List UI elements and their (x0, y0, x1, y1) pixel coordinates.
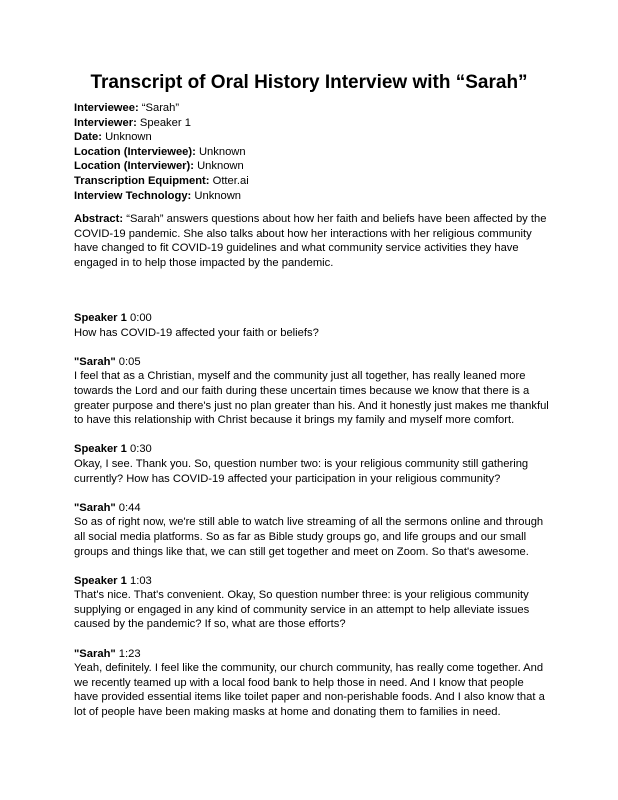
speaker-name: Speaker 1 (74, 312, 127, 324)
meta-label: Transcription Equipment: (74, 174, 210, 187)
transcript-body (74, 311, 552, 720)
transcript-line: caused by the pandemic? If so, what are those efforts? (74, 618, 346, 631)
meta-date (74, 130, 249, 145)
transcript-line: to have this relationship with Christ because it brings my family and myself more comfort. (74, 414, 515, 427)
transcript-line: have provided essential items like toilet paper and non-perishable foods. And I also know that a (74, 691, 545, 704)
meta-transcription-equipment (74, 174, 249, 189)
speaker-line (74, 311, 552, 326)
transcript-entry (74, 311, 552, 340)
meta-label: Location (Interviewer): (74, 160, 194, 173)
document-title: Transcript of Oral History Interview with “Sarah” (90, 72, 528, 93)
meta-label: Interview Technology: (74, 189, 192, 202)
interview-metadata (74, 101, 249, 203)
speaker-name: "Sarah" (74, 501, 116, 514)
transcript-entry (74, 501, 552, 559)
transcript-line: Yeah, definitely. I feel like the community, our church community, has really come together. And (74, 662, 544, 675)
speaker-line (74, 647, 552, 662)
transcript-entry (74, 574, 552, 632)
timestamp: 0:44 (115, 501, 141, 514)
speaker-line (74, 574, 552, 589)
abstract-label: Abstract: (74, 213, 124, 225)
transcript-line: we recently teamed up with a local food bank to help those in need. And I know that people (74, 676, 524, 689)
speaker-line (74, 442, 552, 457)
transcript-line: greater purpose and there's just no plan greater than his. And it honestly just makes me thankful (74, 399, 549, 412)
meta-location-interviewee (74, 145, 249, 160)
meta-value: Otter.ai (209, 174, 249, 187)
transcript-line: currently? How has COVID-19 affected your participation in your religious community? (74, 472, 501, 485)
transcript-line: I feel that as a Christian, myself and the community just all together, has really leaned more (74, 370, 526, 383)
meta-interviewer (74, 116, 249, 131)
meta-interview-technology (74, 189, 249, 204)
timestamp: 1:03 (126, 574, 152, 587)
meta-label: Interviewee: (74, 102, 139, 114)
meta-value: Speaker 1 (136, 116, 191, 129)
meta-interviewee (74, 101, 249, 116)
meta-label: Location (Interviewee): (74, 145, 196, 158)
transcript-line: all social media platforms. So as far as Bible study groups go, and life groups and our small (74, 530, 527, 543)
transcript-entry (74, 442, 552, 486)
meta-location-interviewer (74, 159, 249, 174)
speaker-name: Speaker 1 (74, 574, 127, 587)
abstract-paragraph (74, 212, 552, 270)
transcript-line: So as of right now, we're still able to watch live streaming of all the sermons online and through (74, 516, 544, 529)
speaker-name: Speaker 1 (74, 443, 127, 456)
speaker-line (74, 355, 552, 370)
transcript-line: That's nice. That's convenient. Okay, So question number three: is your religious community (74, 589, 529, 602)
transcript-line: supplying or engaged in any kind of community service in an attempt to help alleviate issues (74, 603, 530, 616)
meta-value: Unknown (191, 189, 242, 202)
timestamp: 1:23 (115, 647, 141, 660)
transcript-entry (74, 355, 552, 428)
meta-value: “Sarah” (138, 102, 180, 114)
speaker-name: "Sarah" (74, 647, 116, 660)
meta-value: Unknown (101, 131, 152, 144)
transcript-line: lot of people have been making masks at home and donating them to families in need. (74, 706, 501, 719)
timestamp: 0:30 (126, 443, 152, 456)
transcript-line: groups and things like that, we can still get together and meet on Zoom. So that's awesome. (74, 545, 529, 558)
timestamp: 0:00 (126, 312, 152, 324)
meta-label: Interviewer: (74, 116, 137, 129)
speaker-name: "Sarah" (74, 355, 116, 368)
meta-value: Unknown (195, 145, 246, 158)
transcript-entry (74, 647, 552, 720)
timestamp: 0:05 (115, 355, 141, 368)
transcript-line: Okay, I see. Thank you. So, question number two: is your religious community still gathering (74, 457, 529, 470)
transcript-line: towards the Lord and our faith during these uncertain times because we know that there is a (74, 384, 530, 397)
meta-label: Date: (74, 131, 102, 144)
meta-value: Unknown (193, 160, 244, 173)
transcript-line: How has COVID-19 affected your faith or beliefs? (74, 326, 319, 339)
speaker-line (74, 501, 552, 516)
abstract-text: “Sarah” answers questions about how her faith and beliefs have been affected by the COVID-19 pandemic. She also talks about how her interactions with her religious community have changed to fit COVID-19 guidelines and what community service activities they have engaged in to help those impacted by the pandemic. (74, 213, 547, 269)
